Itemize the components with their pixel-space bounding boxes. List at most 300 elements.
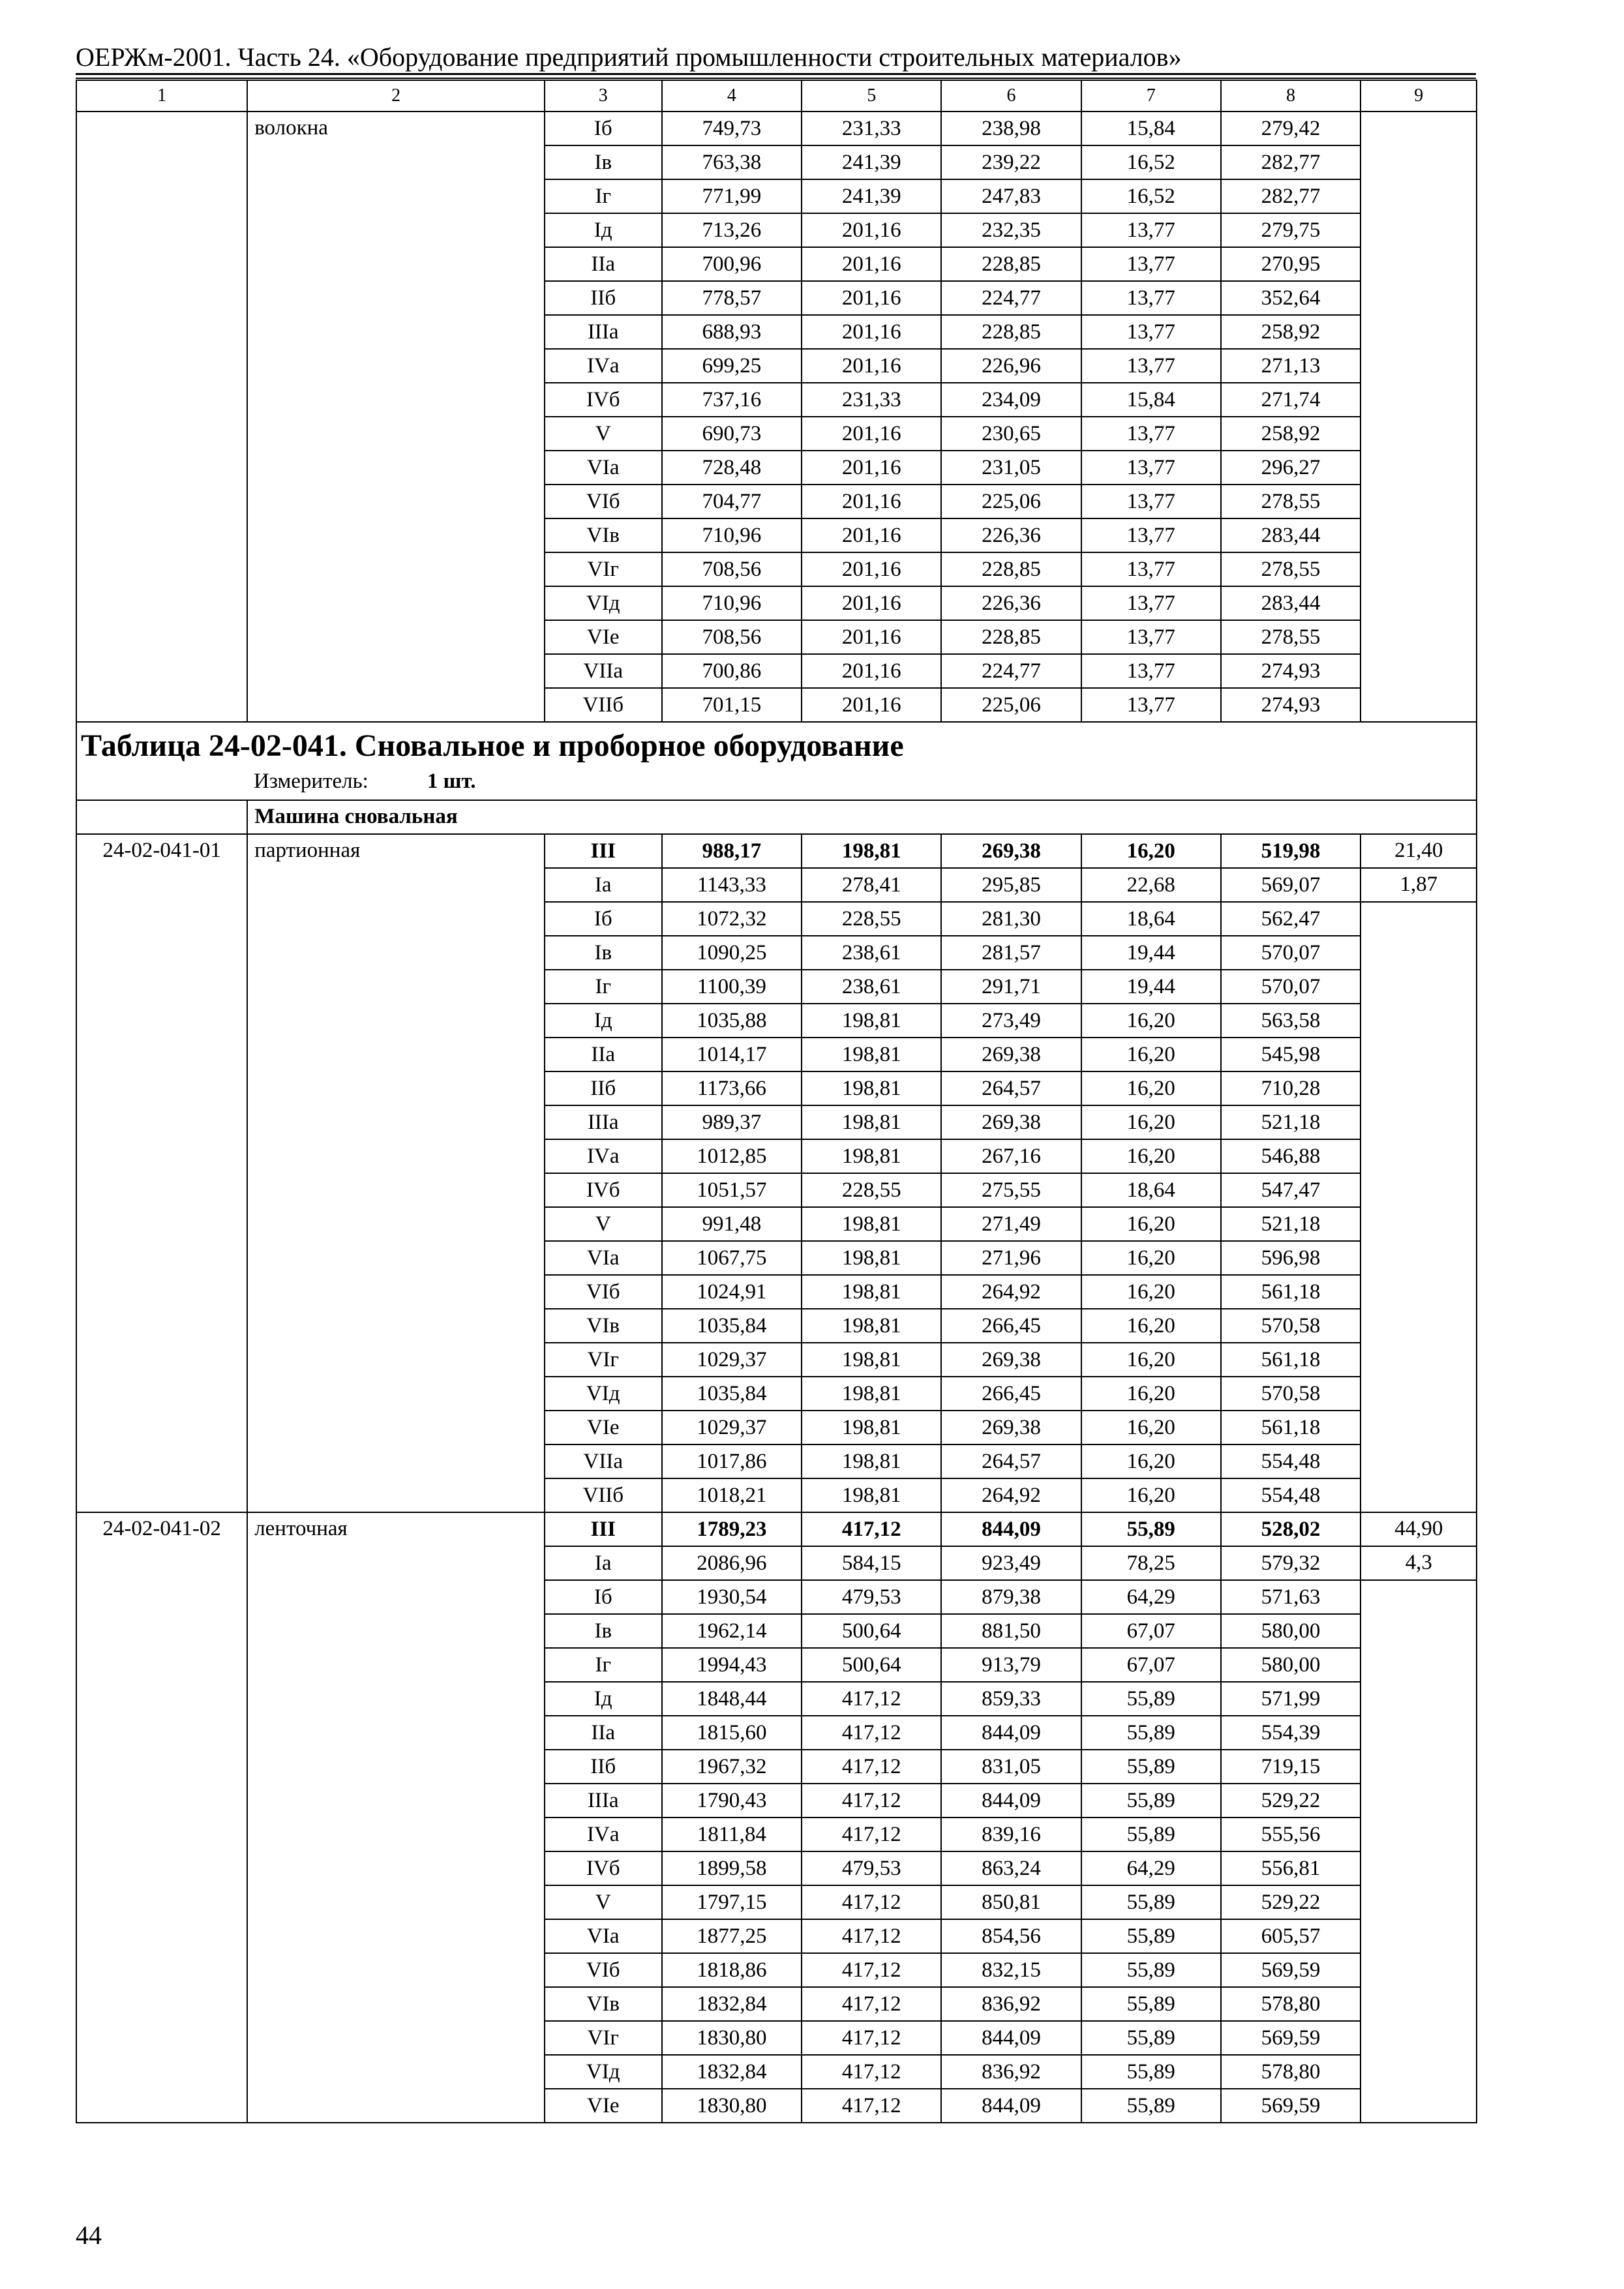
value-cell: 201,16 [802,586,941,620]
value-cell: 231,05 [941,451,1081,485]
zone-cell: VIг [545,552,662,586]
group-row [76,800,1477,834]
item-code: 24-02-041-02 [76,1512,247,2123]
zone-cell: Iб [545,1580,662,1614]
value-cell: 1994,43 [662,1648,802,1682]
value-cell: 201,16 [802,485,941,518]
value-cell: 569,59 [1221,2021,1361,2055]
value-cell: 269,38 [941,1411,1081,1444]
value-cell: 282,77 [1221,179,1361,213]
value-cell: 15,84 [1081,112,1221,145]
value-cell: 570,07 [1221,970,1361,1004]
value-cell: 228,85 [941,315,1081,349]
value-cell: 704,77 [662,485,802,518]
value-cell: 271,74 [1221,383,1361,417]
value-cell: 554,39 [1221,1716,1361,1750]
value-cell: 836,92 [941,1987,1081,2021]
zone-cell: V [545,1885,662,1919]
value-cell: 528,02 [1221,1512,1361,1546]
value-cell: 1815,60 [662,1716,802,1750]
value-cell: 555,56 [1221,1818,1361,1851]
value-cell: 1789,23 [662,1512,802,1546]
value-cell: 545,98 [1221,1038,1361,1071]
value-cell: 198,81 [802,1071,941,1105]
group-label: Машина сновальная [247,800,1477,834]
zone-cell: IIа [545,1716,662,1750]
value-cell: 1035,88 [662,1004,802,1038]
zone-cell: VIг [545,1343,662,1377]
value-cell: 16,20 [1081,1309,1221,1343]
value-cell: 1035,84 [662,1377,802,1411]
value-cell: 201,16 [802,281,941,315]
value-cell: 719,15 [1221,1750,1361,1784]
measure-value: 1 шт. [427,770,476,793]
value-cell: 529,22 [1221,1885,1361,1919]
value-cell: 241,39 [802,179,941,213]
value-cell: 239,22 [941,145,1081,179]
value-cell: 569,59 [1221,1953,1361,1987]
value-cell: 500,64 [802,1648,941,1682]
value-cell: 562,47 [1221,902,1361,936]
zone-cell: Iг [545,179,662,213]
value-cell: 571,63 [1221,1580,1361,1614]
value-cell: 238,98 [941,112,1081,145]
value-cell: 201,16 [802,349,941,383]
value-cell: 282,77 [1221,145,1361,179]
column-number: 3 [545,80,662,112]
value-cell: 15,84 [1081,383,1221,417]
value-cell: 690,73 [662,417,802,451]
value-cell: 283,44 [1221,586,1361,620]
value-cell: 16,20 [1081,834,1221,868]
zone-cell: VIа [545,1241,662,1275]
value-cell: 283,44 [1221,518,1361,552]
value-cell: 238,61 [802,970,941,1004]
value-cell: 570,58 [1221,1309,1361,1343]
zone-cell: Iг [545,970,662,1004]
zone-cell: VIа [545,1919,662,1953]
column-number: 7 [1081,80,1221,112]
value-cell: 16,20 [1081,1004,1221,1038]
value-cell: 198,81 [802,1139,941,1173]
value-cell: 839,16 [941,1818,1081,1851]
value-cell: 417,12 [802,2021,941,2055]
value-cell: 763,38 [662,145,802,179]
col9-value: 4,3 [1361,1546,1477,1580]
value-cell: 832,15 [941,1953,1081,1987]
value-cell: 198,81 [802,1004,941,1038]
value-cell: 417,12 [802,2089,941,2123]
value-cell: 1830,80 [662,2021,802,2055]
value-cell: 1967,32 [662,1750,802,1784]
value-cell: 269,38 [941,1038,1081,1071]
value-cell: 13,77 [1081,281,1221,315]
zone-cell: IIб [545,1071,662,1105]
value-cell: 13,77 [1081,451,1221,485]
zone-cell: IIб [545,281,662,315]
zone-cell: Iв [545,1614,662,1648]
value-cell: 417,12 [802,1885,941,1919]
zone-cell: IIIа [545,315,662,349]
value-cell: 225,06 [941,485,1081,518]
value-cell: 521,18 [1221,1105,1361,1139]
value-cell: 247,83 [941,179,1081,213]
value-cell: 580,00 [1221,1614,1361,1648]
value-cell: 16,20 [1081,1377,1221,1411]
value-cell: 479,53 [802,1851,941,1885]
item-code: 24-02-041-01 [76,834,247,1512]
zone-cell: Iв [545,936,662,970]
zone-cell: Iв [545,145,662,179]
value-cell: 18,64 [1081,1173,1221,1207]
zone-cell: VIв [545,1309,662,1343]
value-cell: 201,16 [802,654,941,688]
value-cell: 226,36 [941,586,1081,620]
zone-cell: Iд [545,213,662,247]
value-cell: 519,98 [1221,834,1361,868]
value-cell: 1012,85 [662,1139,802,1173]
header-rule-thick [76,73,1476,75]
zone-cell: VIе [545,1411,662,1444]
item-name: волокна [247,112,545,722]
zone-cell: VIд [545,586,662,620]
item-name: ленточная [247,1512,545,2123]
value-cell: 16,20 [1081,1038,1221,1071]
value-cell: 296,27 [1221,451,1361,485]
zone-cell: IVб [545,1851,662,1885]
zone-cell: IVа [545,349,662,383]
zone-cell: VIв [545,518,662,552]
zone-cell: VIд [545,2055,662,2089]
value-cell: 570,07 [1221,936,1361,970]
value-cell: 991,48 [662,1207,802,1241]
value-cell: 1877,25 [662,1919,802,1953]
value-cell: 201,16 [802,417,941,451]
value-cell: 201,16 [802,247,941,281]
value-cell: 201,16 [802,213,941,247]
value-cell: 198,81 [802,1105,941,1139]
value-cell: 55,89 [1081,1716,1221,1750]
value-cell: 228,85 [941,552,1081,586]
value-cell: 224,77 [941,654,1081,688]
value-cell: 201,16 [802,518,941,552]
value-cell: 19,44 [1081,970,1221,1004]
value-cell: 264,92 [941,1478,1081,1512]
zone-cell: IIб [545,1750,662,1784]
value-cell: 529,22 [1221,1784,1361,1818]
value-cell: 278,55 [1221,552,1361,586]
value-cell: 13,77 [1081,315,1221,349]
value-cell: 16,20 [1081,1478,1221,1512]
value-cell: 417,12 [802,1818,941,1851]
value-cell: 16,52 [1081,145,1221,179]
column-number: 4 [662,80,802,112]
value-cell: 198,81 [802,1207,941,1241]
value-cell: 13,77 [1081,518,1221,552]
zone-cell: IIIа [545,1784,662,1818]
value-cell: 1797,15 [662,1885,802,1919]
value-cell: 16,20 [1081,1411,1221,1444]
column-number: 8 [1221,80,1361,112]
value-cell: 198,81 [802,1478,941,1512]
value-cell: 55,89 [1081,2021,1221,2055]
value-cell: 850,81 [941,1885,1081,1919]
price-table-body [76,80,1477,2123]
value-cell: 1035,84 [662,1309,802,1343]
value-cell: 198,81 [802,1309,941,1343]
value-cell: 16,20 [1081,1241,1221,1275]
value-cell: 710,96 [662,518,802,552]
zone-cell: Iб [545,112,662,145]
value-cell: 264,57 [941,1071,1081,1105]
value-cell: 1832,84 [662,1987,802,2021]
value-cell: 226,36 [941,518,1081,552]
value-cell: 1014,17 [662,1038,802,1071]
value-cell: 258,92 [1221,315,1361,349]
value-cell: 1067,75 [662,1241,802,1275]
value-cell: 224,77 [941,281,1081,315]
value-cell: 67,07 [1081,1648,1221,1682]
zone-cell: VIIб [545,1478,662,1512]
value-cell: 844,09 [941,2021,1081,2055]
value-cell: 1072,32 [662,902,802,936]
value-cell: 16,20 [1081,1071,1221,1105]
value-cell: 78,25 [1081,1546,1221,1580]
zone-cell: VIб [545,485,662,518]
zone-cell: Iд [545,1682,662,1716]
value-cell: 1830,80 [662,2089,802,2123]
value-cell: 55,89 [1081,2089,1221,2123]
column-numbers-row [76,80,1477,112]
value-cell: 700,86 [662,654,802,688]
value-cell: 64,29 [1081,1580,1221,1614]
value-cell: 570,58 [1221,1377,1361,1411]
value-cell: 231,33 [802,383,941,417]
value-cell: 569,07 [1221,868,1361,902]
value-cell: 201,16 [802,451,941,485]
value-cell: 605,57 [1221,1919,1361,1953]
value-cell: 710,28 [1221,1071,1361,1105]
zone-cell: IVа [545,1139,662,1173]
value-cell: 417,12 [802,1987,941,2021]
value-cell: 1143,33 [662,868,802,902]
value-cell: 1930,54 [662,1580,802,1614]
value-cell: 55,89 [1081,1885,1221,1919]
value-cell: 844,09 [941,1716,1081,1750]
value-cell: 55,89 [1081,1750,1221,1784]
value-cell: 291,71 [941,970,1081,1004]
value-cell: 13,77 [1081,654,1221,688]
value-cell: 13,77 [1081,586,1221,620]
zone-cell: Iа [545,1546,662,1580]
value-cell: 264,92 [941,1275,1081,1309]
zone-cell: VIд [545,1377,662,1411]
value-cell: 13,77 [1081,620,1221,654]
value-cell: 67,07 [1081,1614,1221,1648]
value-cell: 2086,96 [662,1546,802,1580]
value-cell: 13,77 [1081,213,1221,247]
value-cell: 281,57 [941,936,1081,970]
value-cell: 417,12 [802,2055,941,2089]
value-cell: 269,38 [941,1343,1081,1377]
item-name: партионная [247,834,545,1512]
value-cell: 561,18 [1221,1275,1361,1309]
value-cell: 16,52 [1081,179,1221,213]
value-cell: 708,56 [662,620,802,654]
value-cell: 271,96 [941,1241,1081,1275]
value-cell: 228,85 [941,620,1081,654]
measure-label: Измеритель: [254,770,368,793]
page-number: 44 [76,2221,102,2250]
zone-cell: V [545,417,662,451]
value-cell: 1790,43 [662,1784,802,1818]
value-cell: 1818,86 [662,1953,802,1987]
value-cell: 201,16 [802,552,941,586]
value-cell: 844,09 [941,2089,1081,2123]
value-cell: 55,89 [1081,2055,1221,2089]
value-cell: 198,81 [802,1377,941,1411]
value-cell: 863,24 [941,1851,1081,1885]
value-cell: 580,00 [1221,1648,1361,1682]
value-cell: 831,05 [941,1750,1081,1784]
value-cell: 55,89 [1081,1512,1221,1546]
value-cell: 13,77 [1081,247,1221,281]
value-cell: 13,77 [1081,688,1221,722]
column-number: 6 [941,80,1081,112]
value-cell: 13,77 [1081,552,1221,586]
zone-cell: Iа [545,868,662,902]
value-cell: 988,17 [662,834,802,868]
zone-cell: VIб [545,1275,662,1309]
header-rule-thin [76,78,1476,79]
value-cell: 1811,84 [662,1818,802,1851]
zone-cell: IVб [545,1173,662,1207]
value-cell: 569,59 [1221,2089,1361,2123]
value-cell: 879,38 [941,1580,1081,1614]
zone-cell: V [545,1207,662,1241]
value-cell: 923,49 [941,1546,1081,1580]
value-cell: 844,09 [941,1784,1081,1818]
value-cell: 844,09 [941,1512,1081,1546]
value-cell: 16,20 [1081,1105,1221,1139]
value-cell: 352,64 [1221,281,1361,315]
zone-cell: IIа [545,1038,662,1071]
value-cell: 201,16 [802,688,941,722]
value-cell: 55,89 [1081,1784,1221,1818]
value-cell: 579,32 [1221,1546,1361,1580]
document-header: ОЕРЖм-2001. Часть 24. «Оборудование предприятий промышленности строительных материалов» [76,42,1182,72]
value-cell: 275,55 [941,1173,1081,1207]
value-cell: 737,16 [662,383,802,417]
value-cell: 281,30 [941,902,1081,936]
value-cell: 554,48 [1221,1478,1361,1512]
zone-cell: VIб [545,1953,662,1987]
col9-empty [1361,1580,1477,2123]
value-cell: 913,79 [941,1648,1081,1682]
col9-value: 21,40 [1361,834,1477,868]
value-cell: 561,18 [1221,1411,1361,1444]
value-cell: 771,99 [662,179,802,213]
value-cell: 19,44 [1081,936,1221,970]
value-cell: 228,55 [802,1173,941,1207]
value-cell: 234,09 [941,383,1081,417]
col9-value: 44,90 [1361,1512,1477,1546]
value-cell: 561,18 [1221,1343,1361,1377]
value-cell: 273,49 [941,1004,1081,1038]
value-cell: 279,42 [1221,112,1361,145]
value-cell: 55,89 [1081,1818,1221,1851]
value-cell: 859,33 [941,1682,1081,1716]
zone-cell: IIа [545,247,662,281]
value-cell: 989,37 [662,1105,802,1139]
value-cell: 269,38 [941,834,1081,868]
value-cell: 230,65 [941,417,1081,451]
zone-cell: VIIа [545,1444,662,1478]
col9-empty [1361,112,1477,722]
value-cell: 16,20 [1081,1444,1221,1478]
value-cell: 278,55 [1221,620,1361,654]
value-cell: 270,95 [1221,247,1361,281]
value-cell: 16,20 [1081,1343,1221,1377]
value-cell: 547,47 [1221,1173,1361,1207]
value-cell: 201,16 [802,620,941,654]
value-cell: 266,45 [941,1377,1081,1411]
table-title-row [76,722,1477,800]
value-cell: 269,38 [941,1105,1081,1139]
value-cell: 1090,25 [662,936,802,970]
value-cell: 198,81 [802,834,941,868]
value-cell: 1017,86 [662,1444,802,1478]
value-cell: 55,89 [1081,1682,1221,1716]
zone-cell: III [545,1512,662,1546]
value-cell: 500,64 [802,1614,941,1648]
value-cell: 258,92 [1221,417,1361,451]
value-cell: 1018,21 [662,1478,802,1512]
zone-cell: III [545,834,662,868]
value-cell: 22,68 [1081,868,1221,902]
value-cell: 201,16 [802,315,941,349]
column-number: 2 [247,80,545,112]
value-cell: 1848,44 [662,1682,802,1716]
value-cell: 1024,91 [662,1275,802,1309]
value-cell: 701,15 [662,688,802,722]
value-cell: 554,48 [1221,1444,1361,1478]
value-cell: 571,99 [1221,1682,1361,1716]
table-title: Таблица 24-02-041. Сновальное и проборное оборудование [81,728,904,763]
zone-cell: VIIа [545,654,662,688]
value-cell: 13,77 [1081,349,1221,383]
column-number: 9 [1361,80,1477,112]
value-cell: 16,20 [1081,1207,1221,1241]
value-cell: 578,80 [1221,2055,1361,2089]
value-cell: 688,93 [662,315,802,349]
value-cell: 479,53 [802,1580,941,1614]
value-cell: 1029,37 [662,1411,802,1444]
zone-cell: Iг [545,1648,662,1682]
value-cell: 228,55 [802,902,941,936]
value-cell: 578,80 [1221,1987,1361,2021]
value-cell: 521,18 [1221,1207,1361,1241]
zone-cell: IIIа [545,1105,662,1139]
value-cell: 749,73 [662,112,802,145]
value-cell: 417,12 [802,1682,941,1716]
zone-cell: Iб [545,902,662,936]
value-cell: 13,77 [1081,485,1221,518]
table-row [76,1512,1477,1546]
value-cell: 16,20 [1081,1139,1221,1173]
column-number: 1 [76,80,247,112]
value-cell: 836,92 [941,2055,1081,2089]
